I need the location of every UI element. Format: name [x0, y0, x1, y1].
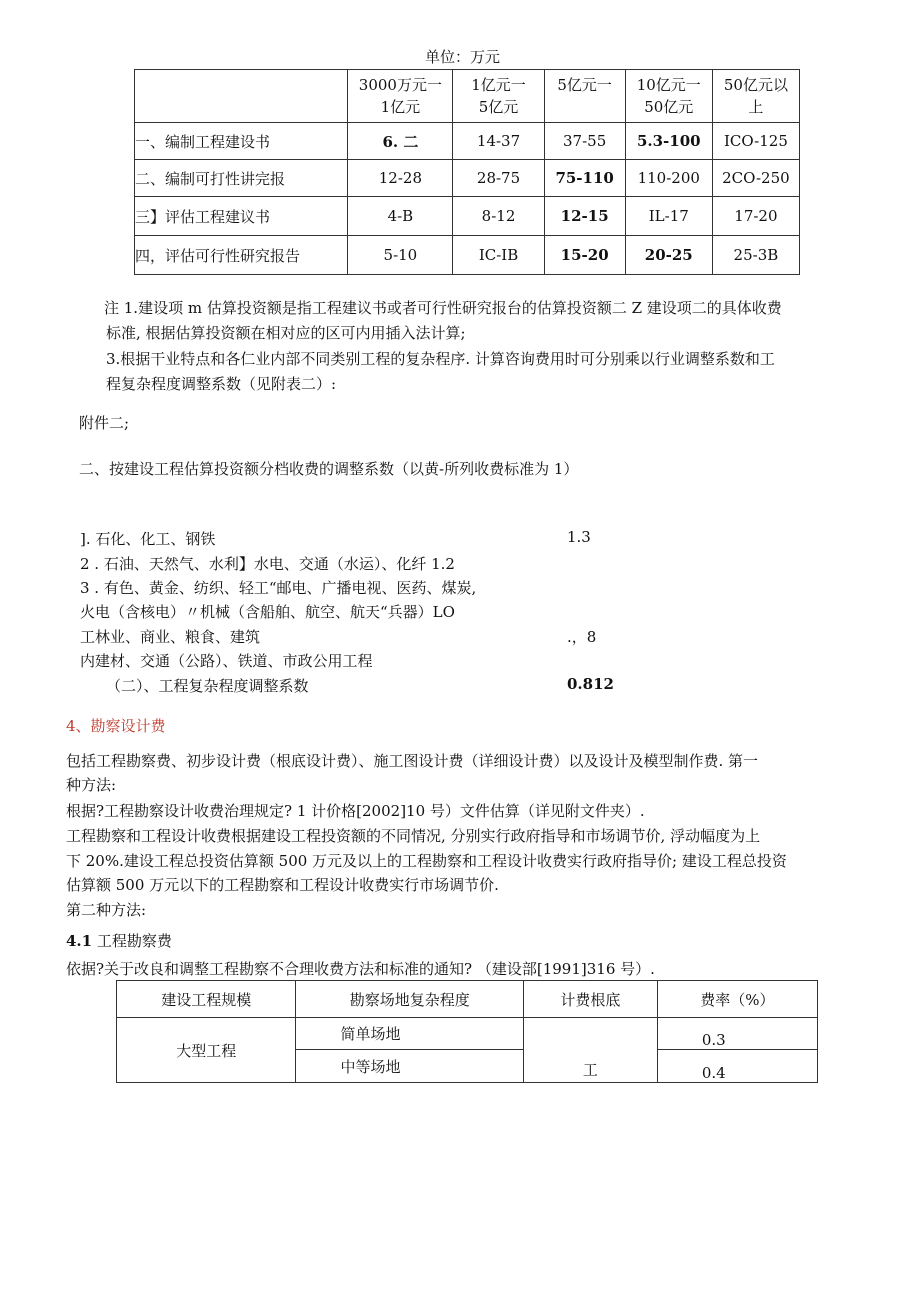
adjust-title: 二、按建设工程估算投资额分档收费的调整系数（以黄-所列收费标准为 1）	[79, 460, 579, 478]
note-line: 3.根据干业特点和各仁业内部不同类别工程的复杂程序. 计算咨询费用时可分别乘以行业调整系数和工	[106, 350, 775, 368]
fee-cell: 110-200	[625, 160, 712, 197]
fee-row-label: 四，评估可行性研究报告	[135, 236, 348, 275]
adjust-item: 内建材、交通（公路）、铁道、市政公用工程	[80, 652, 373, 670]
fee-cell: 15-20	[544, 236, 625, 275]
survey-table-header	[117, 981, 818, 1018]
fee-cell: 5-10	[348, 236, 453, 275]
adjust-item: 工林业、商业、粮食、建筑	[80, 628, 261, 646]
note-line: 程复杂程度调整系数（见附表二）:	[106, 375, 337, 393]
fee-cell: 12-28	[348, 160, 453, 197]
survey-header: 费率（%）	[657, 981, 817, 1018]
sub41-heading	[66, 930, 172, 951]
adjust-item: 2 . 石油、天然气、水利】水电、交通（水运）、化纤 1.2	[80, 555, 455, 573]
fee-header-1: 3000万元一 1亿元	[348, 70, 453, 123]
section4-para: 下 20%.建设工程总投资估算额 500 万元及以上的工程勘察和工程设计收费实行政府指导价; 建设工程总投资	[66, 852, 787, 870]
survey-header: 建设工程规模	[117, 981, 296, 1018]
adjust-item: ]. 石化、化工、钢铁	[80, 530, 216, 548]
fee-cell: IL-17	[625, 197, 712, 236]
survey-site: 简单场地	[296, 1018, 523, 1050]
survey-row	[117, 1018, 818, 1050]
adjust-value: 0.812	[567, 675, 614, 693]
survey-scale: 大型工程	[117, 1018, 296, 1083]
section4-para: 包括工程勘察费、初步设计费（根底设计费）、施工图设计费（详细设计费）以及设计及模型制作费. 第一	[66, 752, 759, 770]
fee-cell: 5.3-100	[625, 123, 712, 160]
fee-cell: 20-25	[625, 236, 712, 275]
adjust-item: 火电（含核电）〃机械（含船舶、航空、航天“兵器）LO	[80, 603, 455, 621]
fee-table-header	[135, 70, 800, 123]
survey-header: 勘察场地复杂程度	[296, 981, 523, 1018]
adjust-item: （二）、工程复杂程度调整系数	[106, 677, 309, 695]
survey-site: 中等场地	[296, 1050, 523, 1083]
fee-cell: 8-12	[453, 197, 544, 236]
adjust-value: 1.3	[567, 528, 591, 546]
fee-cell: IC-IB	[453, 236, 544, 275]
survey-table	[116, 980, 818, 1083]
fee-cell: 37-55	[544, 123, 625, 160]
fee-header-3: 5亿元一	[544, 70, 625, 123]
fee-header-4: 10亿元一 50亿元	[625, 70, 712, 123]
fee-cell: 12-15	[544, 197, 625, 236]
section4-para: 估算额 500 万元以下的工程勘察和工程设计收费实行市场调节价.	[66, 876, 499, 894]
fee-row-label: 三】评估工程建议书	[135, 197, 348, 236]
sub41-basis: 依据?关于改良和调整工程勘察不合理收费方法和标准的通知? （建设部[1991]316 号）.	[66, 960, 655, 978]
survey-header: 计费根底	[523, 981, 657, 1018]
note-line: 注 1.建设项 m 估算投资额是指工程建议书或者可行性研究报台的估算投资额二 Z 建设项二的具体收费	[104, 299, 782, 317]
fee-cell: 4-B	[348, 197, 453, 236]
section4-para: 工程勘察和工程设计收费根据建设工程投资额的不同情况, 分别实行政府指导和市场调节价, 浮动幅度为上	[66, 827, 761, 845]
fee-table	[134, 69, 800, 275]
fee-row	[135, 160, 800, 197]
adjust-value: .，8	[567, 628, 597, 646]
survey-rate: 0.3	[657, 1018, 817, 1050]
fee-row-label: 一、编制工程建设书	[135, 123, 348, 160]
section4-title: 4、勘察设计费	[66, 717, 166, 735]
fee-row-label: 二、编制可打性讲完报	[135, 160, 348, 197]
sub41-number: 4.1	[66, 932, 93, 950]
note-line: 标准, 根据估算投资额在相对应的区可内用插入法计算;	[106, 324, 466, 342]
section4-para: 种方法:	[66, 776, 117, 794]
fee-header-5: 50亿元以 上	[712, 70, 799, 123]
fee-cell: 28-75	[453, 160, 544, 197]
fee-row	[135, 197, 800, 236]
fee-cell: 14-37	[453, 123, 544, 160]
fee-row	[135, 123, 800, 160]
survey-basis: 工	[523, 1018, 657, 1083]
fee-cell: 17-20	[712, 197, 799, 236]
fee-cell: ICO-125	[712, 123, 799, 160]
fee-cell: 25-3B	[712, 236, 799, 275]
fee-cell: 6. 二	[348, 123, 453, 160]
attachment-label: 附件二;	[79, 414, 130, 432]
fee-cell: 2CO-250	[712, 160, 799, 197]
sub41-title: 工程勘察费	[96, 932, 172, 950]
section4-para: 第二种方法:	[66, 901, 147, 919]
unit-label: 单位：万元	[425, 48, 501, 66]
section4-para: 根据?工程勘察设计收费治理规定? 1 计价格[2002]10 号）文件估算（详见附文件夹）.	[66, 802, 645, 820]
fee-header-0	[135, 70, 348, 123]
fee-cell: 75-110	[544, 160, 625, 197]
adjust-item: 3 . 有色、黄金、纺织、轻工“邮电、广播电视、医药、煤炭,	[80, 579, 477, 597]
fee-header-2: 1亿元一 5亿元	[453, 70, 544, 123]
survey-rate: 0.4	[657, 1050, 817, 1083]
fee-row	[135, 236, 800, 275]
